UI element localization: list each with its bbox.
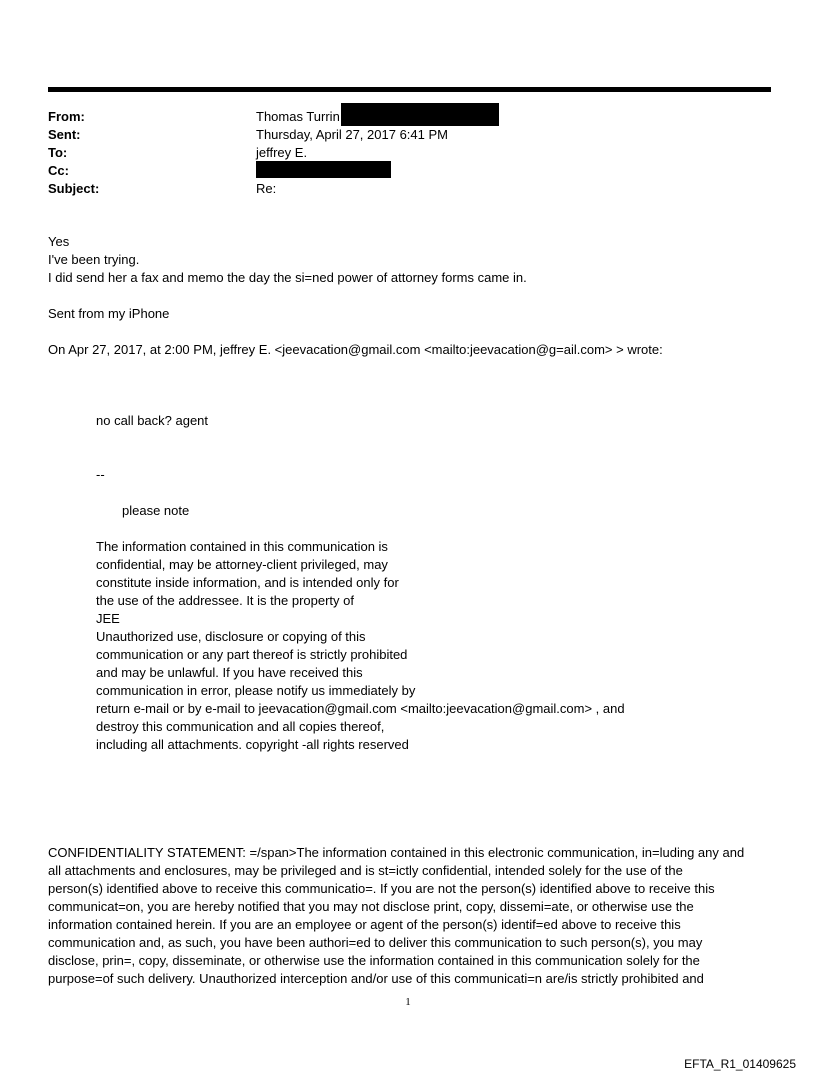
confidentiality-line: disclose, prin=, copy, disseminate, or otherwise use the information contained in this communication solely for the	[48, 953, 700, 968]
quoted-message: no call back? agent	[96, 413, 209, 428]
confidentiality-line: all attachments and enclosures, may be privileged and is st=ictly confidential, intended solely for the use of the	[48, 863, 683, 878]
quoted-separator: --	[96, 467, 105, 482]
header-rule	[48, 87, 771, 92]
notice-line: and may be unlawful. If you have received this	[96, 665, 363, 680]
confidentiality-line: information contained herein. If you are an employee or agent of the person(s) identif=ed above to receive this	[48, 917, 681, 932]
notice-line: communication in error, please notify us immediately by	[96, 683, 416, 698]
notice-line: communication or any part thereof is strictly prohibited	[96, 647, 408, 662]
to-label: To:	[48, 145, 68, 160]
confidentiality-line: person(s) identified above to receive this communicatio=. If you are not the person(s) identified above to receive this	[48, 881, 715, 896]
from-value: Thomas Turrin	[256, 109, 340, 124]
subject-label: Subject:	[48, 181, 100, 196]
cc-label: Cc:	[48, 163, 69, 178]
sent-value: Thursday, April 27, 2017 6:41 PM	[256, 127, 448, 142]
notice-line: return e-mail or by e-mail to jeevacation@gmail.com <mailto:jeevacation@gmail.com> , and	[96, 701, 625, 716]
reply-line: I did send her a fax and memo the day the si=ned power of attorney forms came in.	[48, 270, 527, 285]
notice-line: The information contained in this communication is	[96, 539, 388, 554]
redaction-block	[341, 103, 499, 126]
confidentiality-line: communication and, as such, you have been authori=ed to deliver this communication to such person(s), you may	[48, 935, 703, 950]
sent-label: Sent:	[48, 127, 81, 142]
redaction-block	[256, 161, 391, 178]
notice-line: destroy this communication and all copies thereof,	[96, 719, 385, 734]
attribution-line: On Apr 27, 2017, at 2:00 PM, jeffrey E. <jeevacation@gmail.com <mailto:jeevacation@g=ail.com> > wrote:	[48, 342, 663, 357]
signature: Sent from my iPhone	[48, 306, 170, 321]
to-value: jeffrey E.	[256, 145, 308, 160]
reply-line: Yes	[48, 234, 70, 249]
notice-line: Unauthorized use, disclosure or copying of this	[96, 629, 366, 644]
page-number: 1	[405, 996, 411, 1008]
confidentiality-line: CONFIDENTIALITY STATEMENT: =/span>The information contained in this electronic communication, in=luding any and	[48, 845, 745, 860]
from-label: From:	[48, 109, 85, 124]
note-heading: please note	[122, 503, 190, 518]
notice-line: the use of the addressee. It is the property of	[96, 593, 354, 608]
notice-line: confidential, may be attorney-client privileged, may	[96, 557, 388, 572]
notice-line: JEE	[96, 611, 120, 626]
notice-line: including all attachments. copyright -all rights reserved	[96, 737, 409, 752]
bates-number: EFTA_R1_01409625	[684, 1057, 796, 1071]
reply-line: I've been trying.	[48, 252, 140, 267]
confidentiality-line: purpose=of such delivery. Unauthorized interception and/or use of this communicati=n are/is strictly prohibited and	[48, 971, 704, 986]
confidentiality-line: communicat=on, you are hereby notified that you may not disclose print, copy, dissemi=ate, or otherwise use the	[48, 899, 694, 914]
notice-line: constitute inside information, and is intended only for	[96, 575, 399, 590]
subject-value: Re:	[256, 181, 277, 196]
